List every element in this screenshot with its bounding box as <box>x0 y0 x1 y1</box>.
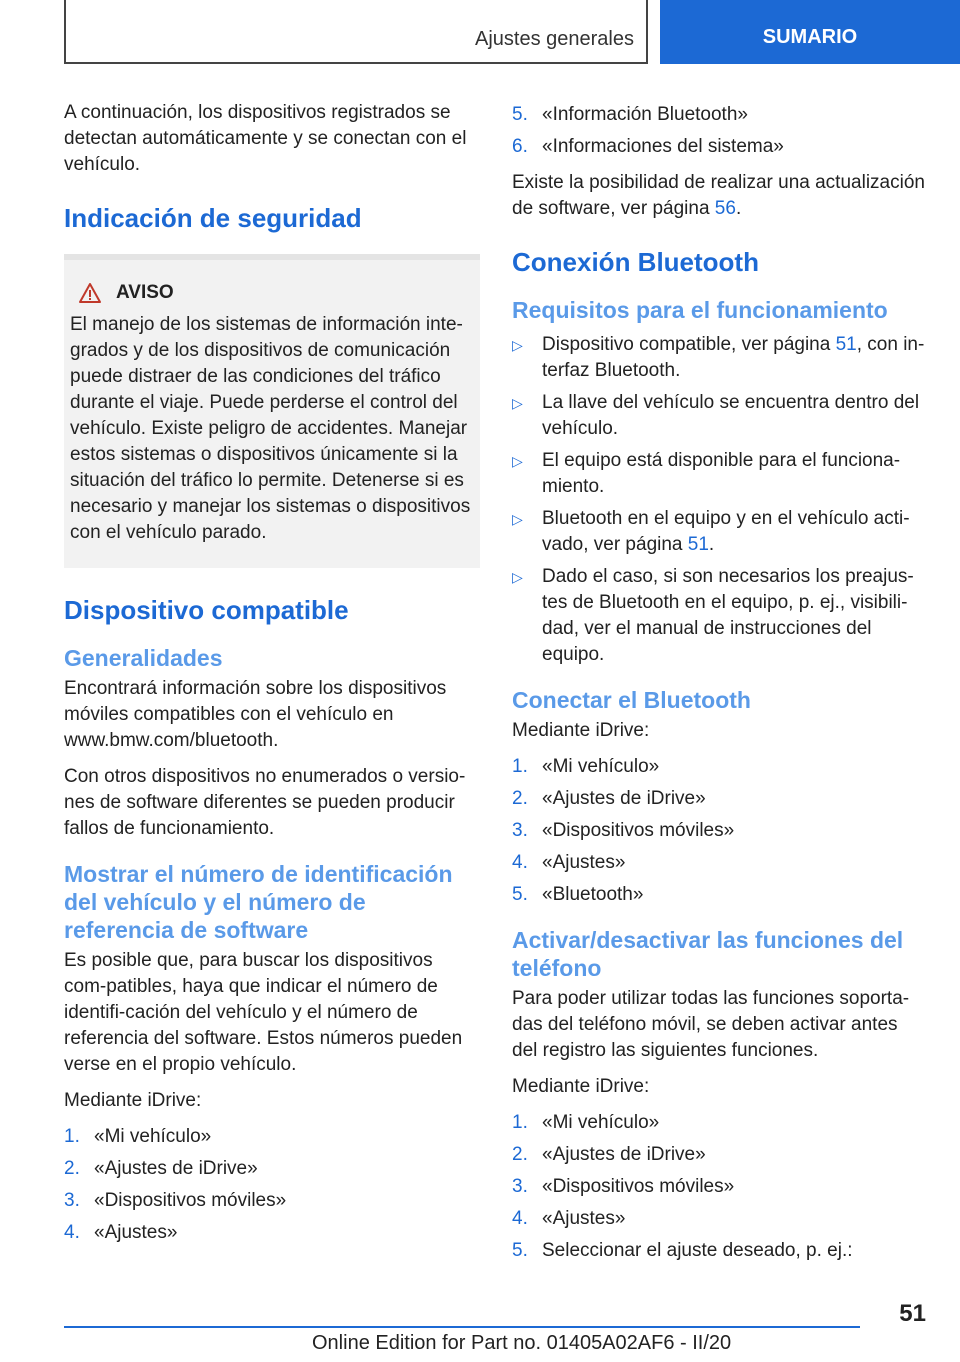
vin-heading: Mostrar el número de identificación del vehículo y el número de referencia de software <box>64 861 453 943</box>
general-heading: Generalidades <box>64 645 223 671</box>
step-text: «Dispositivos móviles» <box>94 1190 287 1211</box>
step-text: «Ajustes» <box>94 1222 178 1243</box>
list-item <box>64 1188 480 1214</box>
step-number: 1. <box>512 1112 528 1133</box>
step-text: «Mi vehículo» <box>542 756 660 777</box>
triangle-right-icon: ▷ <box>512 511 523 527</box>
phone-functions-heading: Activar/desactivar las funciones del teléfono <box>512 927 904 981</box>
general-paragraph-1: Encontrará información sobre los dispositivos móviles compatibles con el vehículo en www.bmw.com/bluetooth. <box>64 678 447 751</box>
step-text: «Ajustes» <box>542 1208 626 1229</box>
step-text: «Mi vehículo» <box>94 1126 212 1147</box>
list-item <box>512 134 928 160</box>
triangle-right-icon: ▷ <box>512 569 523 585</box>
right-steps-cont <box>512 102 928 160</box>
step-text: «Ajustes de iDrive» <box>94 1158 258 1179</box>
step-number: 3. <box>512 1176 528 1197</box>
list-item <box>512 1110 928 1136</box>
requirement-text: El equipo está disponible para el funciona-miento. <box>542 450 901 497</box>
step-text: «Ajustes» <box>542 852 626 873</box>
list-item <box>512 390 928 442</box>
list-item <box>512 1206 928 1232</box>
warning-triangle-icon <box>78 282 102 304</box>
general-paragraph-2: Con otros dispositivos no enumerados o versio-nes de software diferentes se pueden producir fallos de funcionamiento. <box>64 766 466 839</box>
via-idrive-label: Mediante iDrive: <box>512 720 650 741</box>
edition-text: Online Edition for Part no. 01405A02AF6 - II/20 <box>312 1332 732 1354</box>
list-item <box>512 1238 928 1264</box>
via-idrive-label: Mediante iDrive: <box>64 1090 202 1111</box>
page-link[interactable]: 51 <box>687 534 709 555</box>
requirements-list <box>512 332 928 668</box>
left-column <box>64 100 480 1256</box>
compat-heading: Dispositivo compatible <box>64 595 349 625</box>
section-title: Ajustes generales <box>475 28 634 50</box>
step-number: 5. <box>512 1240 528 1261</box>
step-text: «Mi vehículo» <box>542 1112 660 1133</box>
step-number: 2. <box>64 1158 80 1179</box>
warning-box <box>64 260 480 568</box>
connect-heading: Conectar el Bluetooth <box>512 687 751 713</box>
warning-header <box>78 280 474 306</box>
step-number: 4. <box>512 1208 528 1229</box>
connect-steps-list <box>512 754 928 908</box>
step-text: «Ajustes de iDrive» <box>542 788 706 809</box>
list-item <box>64 1124 480 1150</box>
list-item <box>512 1174 928 1200</box>
step-number: 5. <box>512 104 528 125</box>
requirement-text: La llave del vehículo se encuentra dentro del vehículo. <box>542 392 920 439</box>
list-item <box>512 1142 928 1168</box>
step-text: «Información Bluetooth» <box>542 104 748 125</box>
step-number: 5. <box>512 884 528 905</box>
step-text: «Dispositivos móviles» <box>542 820 735 841</box>
warning-text: El manejo de los sistemas de información inte-grados y de los dispositivos de comunicación puede distraer de las condiciones del tráfico durante el viaje. Puede perderse el control del vehículo. Existe peligro de accidentes. Manejar estos sistemas o dispositivos únicamente si la situación del tráfico lo permite. Detenerse si es necesario y manejar los sistemas o dispositivos con el vehículo parado. <box>70 314 471 543</box>
list-item <box>512 882 928 908</box>
triangle-right-icon: ▷ <box>512 337 523 353</box>
requirement-text: Bluetooth en el equipo y en el vehículo acti-vado, ver página 51. <box>542 508 910 555</box>
vin-paragraph: Es posible que, para buscar los dispositivos com-patibles, haya que indicar el número de identifi-cación del vehículo y el número de referencia del software. Estos números pueden verse en el propio vehículo. <box>64 950 463 1075</box>
phone-steps-list <box>512 1110 928 1264</box>
update-end: . <box>735 198 742 219</box>
list-item <box>512 564 928 668</box>
step-number: 3. <box>64 1190 80 1211</box>
list-item <box>512 448 928 500</box>
requirement-text: Dispositivo compatible, ver página 51, con in-terfaz Bluetooth. <box>542 334 925 381</box>
triangle-right-icon: ▷ <box>512 395 523 411</box>
page-link[interactable]: 56 <box>714 198 736 219</box>
requirements-heading: Requisitos para el funcionamiento <box>512 297 888 323</box>
list-item <box>512 786 928 812</box>
triangle-right-icon: ▷ <box>512 453 523 469</box>
list-item <box>64 1220 480 1246</box>
update-paragraph <box>512 170 928 222</box>
phone-paragraph: Para poder utilizar todas las funciones soporta-das del teléfono móvil, se deben activar antes del registro las siguientes funciones. <box>512 988 910 1061</box>
footer-rule <box>64 1326 860 1328</box>
left-steps-list <box>64 1124 480 1246</box>
step-number: 4. <box>512 852 528 873</box>
step-number: 1. <box>64 1126 80 1147</box>
list-item <box>512 850 928 876</box>
step-number: 2. <box>512 788 528 809</box>
list-item <box>512 754 928 780</box>
intro-paragraph: A continuación, los dispositivos registrados se detectan automáticamente y se conectan con el vehículo. <box>64 102 467 175</box>
right-column <box>512 102 928 1274</box>
list-item <box>512 506 928 558</box>
step-number: 3. <box>512 820 528 841</box>
bluetooth-heading: Conexión Bluetooth <box>512 247 759 277</box>
header-box <box>64 0 648 64</box>
list-item <box>512 818 928 844</box>
via-idrive-label: Mediante iDrive: <box>512 1076 650 1097</box>
step-text: «Dispositivos móviles» <box>542 1176 735 1197</box>
warning-label: AVISO <box>116 282 174 303</box>
update-text: Existe la posibilidad de realizar una actualización de software, ver página <box>512 172 925 219</box>
step-number: 4. <box>64 1222 80 1243</box>
list-item <box>64 1156 480 1182</box>
step-number: 2. <box>512 1144 528 1165</box>
requirement-text: Dado el caso, si son necesarios los preajus-tes de Bluetooth en el equipo, p. ej., visibili-dad, ver el manual de instrucciones del equipo. <box>542 566 914 665</box>
safety-heading: Indicación de seguridad <box>64 203 362 233</box>
step-text: «Bluetooth» <box>542 884 644 905</box>
sumario-button[interactable]: SUMARIO <box>660 0 960 64</box>
step-text: «Ajustes de iDrive» <box>542 1144 706 1165</box>
step-text: Seleccionar el ajuste deseado, p. ej.: <box>542 1240 853 1261</box>
step-number: 6. <box>512 136 528 157</box>
step-text: «Informaciones del sistema» <box>542 136 784 157</box>
list-item <box>512 102 928 128</box>
page-link[interactable]: 51 <box>835 334 857 355</box>
list-item <box>512 332 928 384</box>
page-number: 51 <box>899 1300 926 1327</box>
step-number: 1. <box>512 756 528 777</box>
